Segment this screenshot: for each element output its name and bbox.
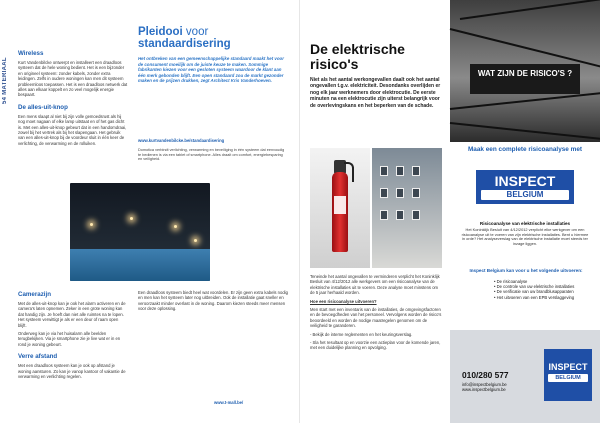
photo-building (372, 148, 442, 268)
article-intro: Het ontbreken van een gemeenschappelijke standaard maakt het voor de consument moeilijk om de juiste keuze te maken. Sommige fabrikanten kiezen voor een gesloten systeem waardoor de klant aan één merk gebonden blijft. Een open standaard zou de markt gezonder maken en de prijzen drukken, zegt Architect Kris Vanderhoeven. (138, 56, 284, 84)
title-line-2: standaardisering (138, 38, 231, 50)
title-line-1: De elektrische (310, 41, 405, 57)
extinguisher-label (334, 196, 346, 214)
garden-light (194, 239, 197, 242)
article-body (310, 274, 442, 354)
advertisement-inspect-belgium (450, 0, 600, 423)
building-window (380, 166, 388, 176)
logo-sub-text: BELGIUM (481, 190, 569, 200)
building-window (412, 210, 420, 220)
wire (460, 0, 600, 20)
ad-website[interactable]: www.inspectbelgium.be (462, 387, 506, 393)
ad-services-list (494, 279, 594, 300)
title-line-2: risico's (310, 56, 359, 72)
pool-water (70, 249, 210, 281)
logo-sub-text: BELGIUM (548, 374, 588, 382)
title-bold: Pleidooi (138, 26, 183, 38)
building-window (396, 166, 404, 176)
heading-afstand: Verre afstand (18, 353, 58, 361)
ad-info-box (460, 222, 590, 247)
ad-email[interactable]: info@inspectbelgium.be (462, 382, 507, 387)
service-item: • De controle van uw elektrische installaties (494, 284, 594, 289)
link-tmall[interactable]: www.t-mall.be/ (214, 400, 244, 405)
heading-camera: Camerazijn (18, 291, 52, 298)
ad-slogan: WAT ZIJN DE RISICO'S ? (470, 64, 580, 94)
article-title-risico (310, 42, 405, 72)
right-page (300, 0, 600, 423)
article-title (138, 26, 231, 50)
paragraph-camera-2: Onderweg kan je via het huisalarm alle beelden terugbekijken. Via je smartphone zie je live wat er in en rond je woning gebeurt. (18, 331, 121, 347)
building-window (396, 210, 404, 220)
wire (450, 91, 600, 110)
body-subheading: Hoe een risicoanalyse uitvoeren? (310, 298, 377, 304)
logo-main-text: INSPECT (494, 173, 556, 189)
ad-contact (462, 382, 507, 393)
column-1-lower (18, 285, 128, 382)
garden-light (130, 217, 133, 220)
paragraph-camera: Met de alles-uit-knop kan je ook het alarm activeren en de camera's laten opnemen. Zeker in een grote woning kan dat handig zijn. Je hoeft dan niet alle ruimtes na te lopen. Het systeem verwittigt je als er een deur of raam open blijft. (18, 301, 126, 328)
ad-photo-wires (450, 0, 600, 142)
building-window (380, 210, 388, 220)
building-window (380, 188, 388, 198)
garden-light (90, 223, 93, 226)
article-intro-risico: Niet als het aantal werkongevallen daalt ook het aantal ongevallen t.g.v. elektriciteit. Desondanks overlijden er nog elk jaar werknemers door elektrocutie. De eerste minuten na een elektrocutie zijn uiterst belangrijk voor de overlevingskans en het beperken van de schade. (310, 77, 441, 109)
paragraph-afstand: Met een draadloos systeem kan je ook op afstand je woning aansturen. Zo kan je vanop kantoor of vakantie de verwarming en verlichting regelen. (18, 363, 126, 380)
paragraph-col3: Een draadloos systeem biedt heel wat voordelen. Er zijn geen extra kabels nodig en men kan het systeem later nog uitbreiden. Ook de installatie gaat sneller en veroorzaakt minder overlast in de woning. Daarom kiezen steeds meer mensen voor deze oplossing. (138, 290, 288, 312)
photo-pool-garden (70, 183, 210, 281)
body-paragraph-4: - Sla het resultaat op en voorzie een actieplan voor de komende jaren, met een duidelijke planning en opvolging. (310, 340, 441, 351)
paragraph-alles-uit: Een mens slaapt al niet bij zijn volle gemoedsrust als hij nog moet nagaan of elke lamp uitstaat en of het gas dicht is. Met een alles-uit-knop gebeurt dat in een handomdraai, zowel bij het vertrek als bij het slapengaan. Het gebruik van een alles-uit-knop bij de voordeur sluit in één keer de verlichting, de verwarming en de rolluiken. (18, 113, 127, 146)
heading-wireless: Wireless (18, 50, 44, 57)
garden-light (174, 225, 177, 228)
body-paragraph-2: Men start met een inventaris van de installaties, de omgevingsfactoren en de bevoegdheden van het personeel. Vervolgens worden de risico's beoordeeld en worden de nodige maatregelen genomen om de veiligheid te garanderen. (310, 307, 442, 329)
column-2-lower (138, 290, 288, 315)
service-item: • Het uitvoeren van een EPB verslaggeving (494, 295, 594, 300)
logo-main-text: INSPECT (548, 362, 588, 372)
column-1 (18, 44, 128, 149)
building-window (396, 188, 404, 198)
building-window (412, 166, 420, 176)
photo-fire-extinguisher (310, 148, 370, 268)
ad-cta: Maak een complete risicoanalyse met (467, 146, 583, 153)
wire (450, 28, 600, 69)
ad-box-title: Risicoanalyse van elektrische installaties (479, 221, 571, 226)
photo-caption: Domotica verbindt verlichting, verwarming en beveiliging in één systeem dat eenvoudig te bedienen is via een tablet of smartphone. Alles draait om comfort, energiebesparing en veiligheid. (138, 148, 285, 162)
building-window (412, 188, 420, 198)
ad-box-text: Het Koninklijk Besluit van 4/12/2012 verplicht elke werkgever om een risicoanalyse uit te voeren van zijn elektrische installaties. Bent u hiermee in orde? Het analyseverslag van de elektrische installatie moet steeds ter inzage liggen. (461, 226, 589, 247)
service-item: • De verificatie van uw brandblusapparaten (494, 289, 594, 294)
wire (450, 122, 600, 141)
ad-services-title: Inspect Belgium kan voor u het volgende uitvoeren: (469, 268, 583, 273)
section-tab: 54 MATERIAAL (2, 57, 8, 104)
title-light: voor (182, 26, 209, 38)
service-item: • De risicoanalyse (494, 279, 594, 284)
inspect-belgium-logo[interactable] (476, 170, 574, 204)
inspect-belgium-logo-small[interactable] (544, 349, 592, 401)
heading-alles-uit: De alles-uit-knop (18, 103, 68, 111)
link-standaardisering[interactable]: www.kurtvandenbilcke.be/standaardisering (138, 138, 225, 143)
paragraph-wireless: Kurt Vandenbilcke ontwerpt en installeert een draadloos systeem dat de hele woning bedient. Het is een bijzonder en origineel systeem: zonder kabels, zonder extra leidingen. Zelfs in oudere woningen kan men dit systeem probleemloos toepassen. Het is een draadloos netwerk dat alles aan elkaar koppelt en zo veel mogelijk energie bespaart. (18, 60, 128, 98)
body-paragraph-3: - Bekijk de interne reglementen en het keuringsverslag. (310, 331, 413, 337)
body-paragraph-1: Teneinde het aantal ongevallen te verminderen verplicht het Koninklijk Besluit van 4/12/2012 alle werkgevers om een risicoanalyse van de elektrische installaties uit te voeren. Deze analyse moet minstens om de 5 jaar herhaald worden. (310, 274, 440, 296)
ad-phone[interactable]: 010/280 577 (462, 370, 509, 380)
